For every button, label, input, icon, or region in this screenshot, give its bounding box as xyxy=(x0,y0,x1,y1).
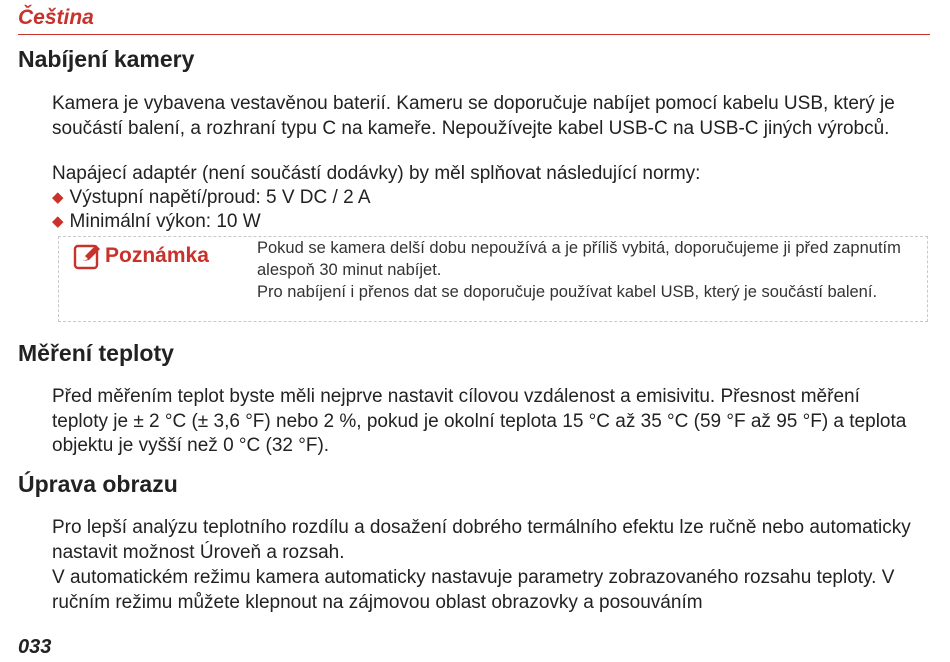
bullet-text: Minimální výkon: 10 W xyxy=(69,211,261,232)
bullet-item xyxy=(52,210,261,235)
note-text xyxy=(257,237,917,303)
language-header: Čeština xyxy=(18,6,94,29)
note-edit-icon xyxy=(73,241,103,271)
bullet-item xyxy=(52,186,371,211)
diamond-bullet-icon: ◆ xyxy=(52,189,64,206)
note-line: Pro nabíjení i přenos dat se doporučuje používat kabel USB, který je součástí balení. xyxy=(257,283,878,301)
section-title-charging: Nabíjení kamery xyxy=(18,46,195,72)
note-label xyxy=(73,241,209,271)
page-number: 033 xyxy=(18,636,52,658)
note-title: Poznámka xyxy=(105,244,209,267)
charging-paragraph-1: Kamera je vybavena vestavěnou baterií. Kameru se doporučuje nabíjet pomocí kabelu USB, který je součástí balení, a rozhraní typu C na kameře. Nepoužívejte kabel USB-C na USB-C jiných výrobců. xyxy=(52,93,895,139)
diamond-bullet-icon: ◆ xyxy=(52,213,64,230)
note-box xyxy=(58,236,928,322)
image-adjust-paragraph-2: V automatickém režimu kamera automaticky nastavuje parametry zobrazovaného rozsahu teploty. V ručním režimu můžete klepnout na zájmovou oblast obrazovky a posouváním xyxy=(52,567,895,613)
note-line: Pokud se kamera delší dobu nepoužívá a je příliš vybitá, doporučujeme ji před zapnutím alespoň 30 minut nabíjet. xyxy=(257,239,901,279)
charging-paragraph-2: Napájecí adaptér (není součástí dodávky) by měl splňovat následující normy: xyxy=(52,163,701,184)
section-title-image-adjust: Úprava obrazu xyxy=(18,471,178,497)
header-divider xyxy=(18,34,930,35)
section-title-temperature: Měření teploty xyxy=(18,340,174,366)
temperature-paragraph: Před měřením teplot byste měli nejprve nastavit cílovou vzdálenost a emisivitu. Přesnost měření teploty je ± 2 °C (± 3,6 °F) nebo 2 %, pokud je okolní teplota 15 °C až 35 °C (59 °F až 95 °F) a teplota objektu je vyšší než 0 °C (32 °F). xyxy=(52,386,907,456)
image-adjust-paragraph-1: Pro lepší analýzu teplotního rozdílu a dosažení dobrého termálního efektu lze ručně nebo automaticky nastavit možnost Úroveň a rozsah. xyxy=(52,517,911,563)
bullet-text: Výstupní napětí/proud: 5 V DC / 2 A xyxy=(69,187,371,208)
